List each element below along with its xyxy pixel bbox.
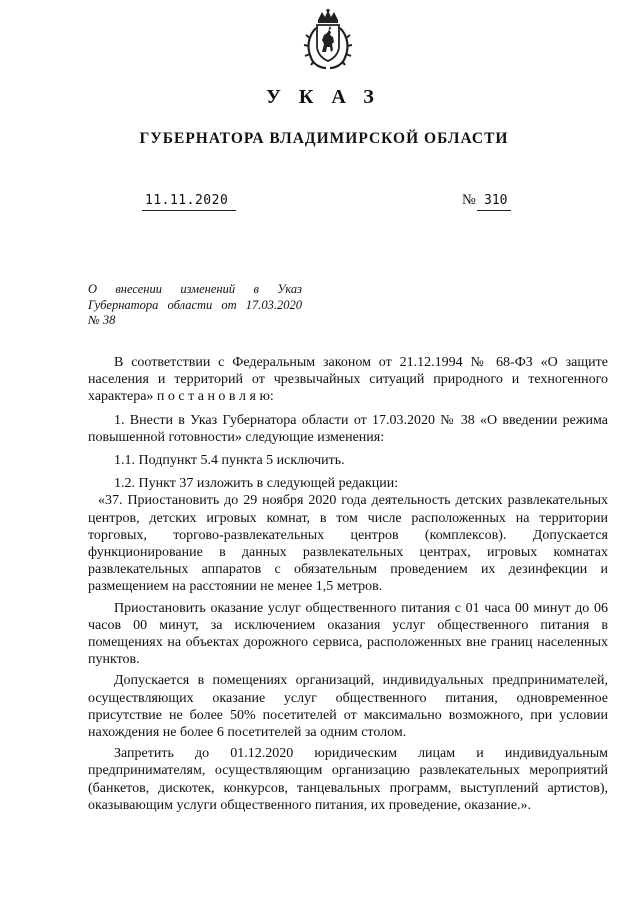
document-date: 11.11.2020 [145, 193, 229, 208]
document-number: 310 [484, 193, 508, 208]
paragraph-preamble: В соответствии с Федеральным законом от 21.12.1994 № 68-ФЗ «О защите населения и территорий от чрезвычайных ситуаций природного и техногенного характера» п о с т а н о в л я ю: [88, 355, 608, 405]
paragraph-catering-hours: Приостановить оказание услуг общественного питания с 01 часа 00 минут до 06 часов 00 минут, за исключением оказания услуг общественного питания в помещениях на объектах дорожного сервиса, расположенных вне границ населенных пунктов. [88, 600, 608, 668]
date-underline [142, 210, 236, 211]
paragraph-item-1: 1. Внести в Указ Губернатора области от 17.03.2020 № 38 «О введении режима повышенной готовности» следующие изменения: [88, 412, 608, 445]
paragraph-events-ban: Запретить до 01.12.2020 юридическим лицам и индивидуальным предпринимателям, осуществляющим организацию развлекательных мероприятий (банкетов, дискотек, конкурсов, танцевальных программ, выступлений артистов), оказывающим услуги общественного питания, их проведение, оказание.». [88, 746, 608, 813]
subject-line: № 38 [88, 313, 116, 327]
document-issuer: ГУБЕРНАТОРА ВЛАДИМИРСКОЙ ОБЛАСТИ [139, 130, 509, 147]
paragraph-item-1-1: 1.1. Подпункт 5.4 пункта 5 исключить. [114, 453, 345, 469]
paragraph-catering-capacity: Допускается в помещениях организаций, индивидуальных предпринимателей, осуществляющих оказание услуг общественного питания, одновременное присутствие не более 50% посетителей от максимально возможного, при условии нахождения не более 6 посетителей за одним столом. [88, 673, 608, 741]
paragraph-item-1-2: 1.2. Пункт 37 изложить в следующей редакции: [114, 476, 399, 492]
number-label: № [462, 192, 476, 208]
number-underline [477, 210, 511, 211]
subject-line: О внесении изменений в Указ [88, 282, 302, 296]
subject-line: Губернатора области от 17.03.2020 [88, 297, 302, 312]
document-body [88, 354, 608, 814]
document-subject [88, 282, 302, 329]
vladimir-oblast-coat-of-arms-icon [302, 8, 354, 70]
document-title: УКАЗ [266, 86, 392, 108]
paragraph-point-37: «37. Приостановить до 29 ноября 2020 года деятельность детских развлекательных центров, детских игровых комнат, в том числе расположенных на территории торговых, торгово-развлекательных центров (комплексов). Допускается функционирование в данных развлекательных центрах, игровых комнатах развлекательных аппаратов с обязательным проведением их дезинфекции и размещением на расстоянии не менее 1,5 метров. [88, 493, 608, 595]
